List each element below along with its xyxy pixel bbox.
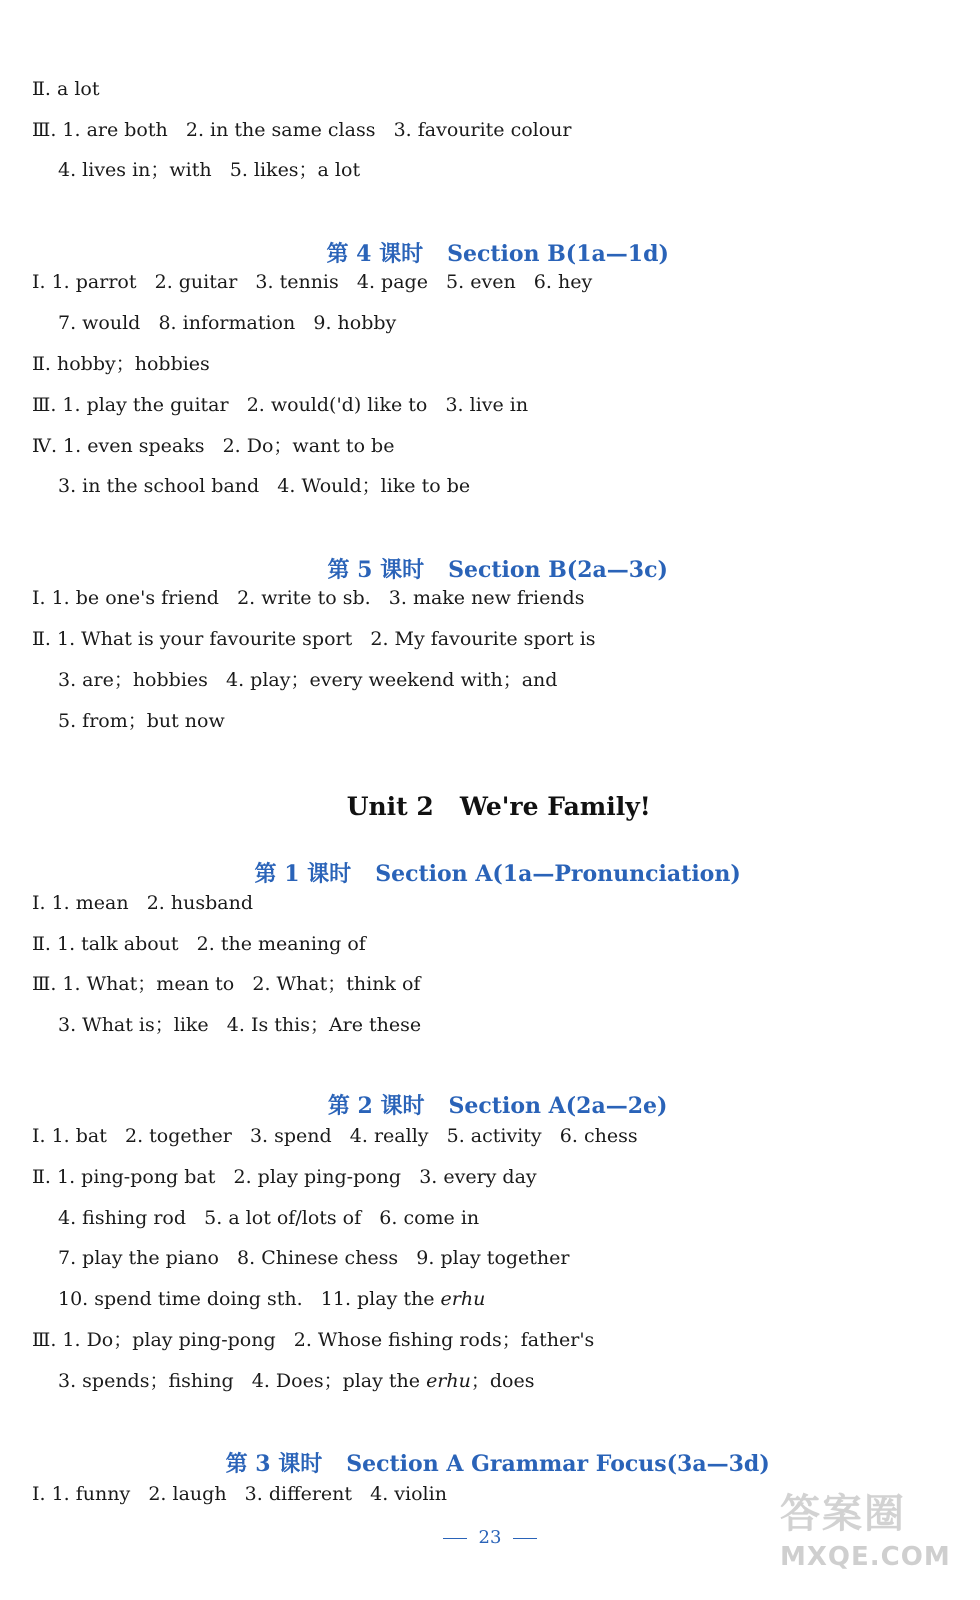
unit-title xyxy=(0,759,980,823)
section-label: Section A(1a—Pronunciation) xyxy=(375,861,741,887)
section-heading xyxy=(0,525,980,585)
answer-line: Ⅰ. 1. mean 2. husband xyxy=(32,892,253,914)
answer-line: Ⅱ. 1. ping-pong bat 2. play ping-pong 3. every day xyxy=(32,1166,537,1188)
watermark xyxy=(780,1482,950,1582)
section-label: Section A(2a—2e) xyxy=(448,1093,668,1119)
section-heading xyxy=(0,1061,980,1121)
lesson-label: 第 2 课时 xyxy=(327,1093,425,1119)
section-label: Section B(2a—3c) xyxy=(448,557,668,583)
unit-label: Unit 2 xyxy=(346,792,434,821)
answer-line xyxy=(58,1369,534,1393)
answer-line: Ⅲ. 1. What；mean to 2. What；think of xyxy=(32,973,421,995)
answer-line xyxy=(58,1287,485,1311)
answer-line: 5. from；but now xyxy=(58,710,225,732)
page-number-text: 23 xyxy=(478,1527,502,1548)
section-label: Section A Grammar Focus(3a—3d) xyxy=(346,1451,770,1477)
italic-term: erhu xyxy=(440,1288,486,1310)
answer-line: 7. play the piano 8. Chinese chess 9. play together xyxy=(58,1247,570,1269)
answer-line: 4. lives in；with 5. likes；a lot xyxy=(58,159,361,181)
section-label: Section B(1a—1d) xyxy=(447,241,669,267)
section-heading xyxy=(0,209,980,269)
answer-line: Ⅱ. hobby；hobbies xyxy=(32,353,210,375)
lesson-label: 第 5 课时 xyxy=(327,557,425,583)
section-heading xyxy=(0,1419,980,1479)
answer-line: Ⅲ. 1. Do；play ping-pong 2. Whose fishing rods；father's xyxy=(32,1329,595,1351)
answer-line: 3. What is；like 4. Is this；Are these xyxy=(58,1014,422,1036)
answer-text: 3. spends；fishing 4. Does；play the xyxy=(58,1370,427,1392)
answer-line: Ⅰ. 1. parrot 2. guitar 3. tennis 4. page 5. even 6. hey xyxy=(32,271,593,293)
answer-line: Ⅲ. 1. are both 2. in the same class 3. favourite colour xyxy=(32,119,572,141)
answer-line: 3. in the school band 4. Would；like to be xyxy=(58,475,471,497)
answer-text: 10. spend time doing sth. 11. play the xyxy=(58,1288,441,1310)
answer-line: Ⅳ. 1. even speaks 2. Do；want to be xyxy=(32,435,395,457)
dash-right xyxy=(513,1538,537,1539)
lesson-label: 第 4 课时 xyxy=(326,241,424,267)
dash-left xyxy=(443,1538,467,1539)
lesson-label: 第 3 课时 xyxy=(225,1451,323,1477)
answer-text: ；does xyxy=(470,1370,535,1392)
answer-line: Ⅱ. a lot xyxy=(32,78,100,100)
answer-line: Ⅰ. 1. be one's friend 2. write to sb. 3. make new friends xyxy=(32,587,585,609)
answer-line: Ⅱ. 1. What is your favourite sport 2. My favourite sport is xyxy=(32,628,596,650)
answer-line: 7. would 8. information 9. hobby xyxy=(58,312,397,334)
answer-line: 3. are；hobbies 4. play；every weekend with；and xyxy=(58,669,558,691)
answer-line: Ⅰ. 1. bat 2. together 3. spend 4. really 5. activity 6. chess xyxy=(32,1125,638,1147)
answer-line: Ⅰ. 1. funny 2. laugh 3. different 4. violin xyxy=(32,1483,447,1505)
lesson-label: 第 1 课时 xyxy=(254,861,352,887)
answer-line: Ⅲ. 1. play the guitar 2. would('d) like to 3. live in xyxy=(32,394,529,416)
italic-term: erhu xyxy=(426,1370,471,1392)
section-heading xyxy=(0,829,980,889)
answer-line: Ⅱ. 1. talk about 2. the meaning of xyxy=(32,933,366,955)
answer-line: 4. fishing rod 5. a lot of/lots of 6. come in xyxy=(58,1207,480,1229)
watermark-logo: 答案圈 xyxy=(780,1491,906,1537)
watermark-site: MXQE.COM xyxy=(780,1542,951,1572)
unit-name: We're Family! xyxy=(459,792,651,821)
